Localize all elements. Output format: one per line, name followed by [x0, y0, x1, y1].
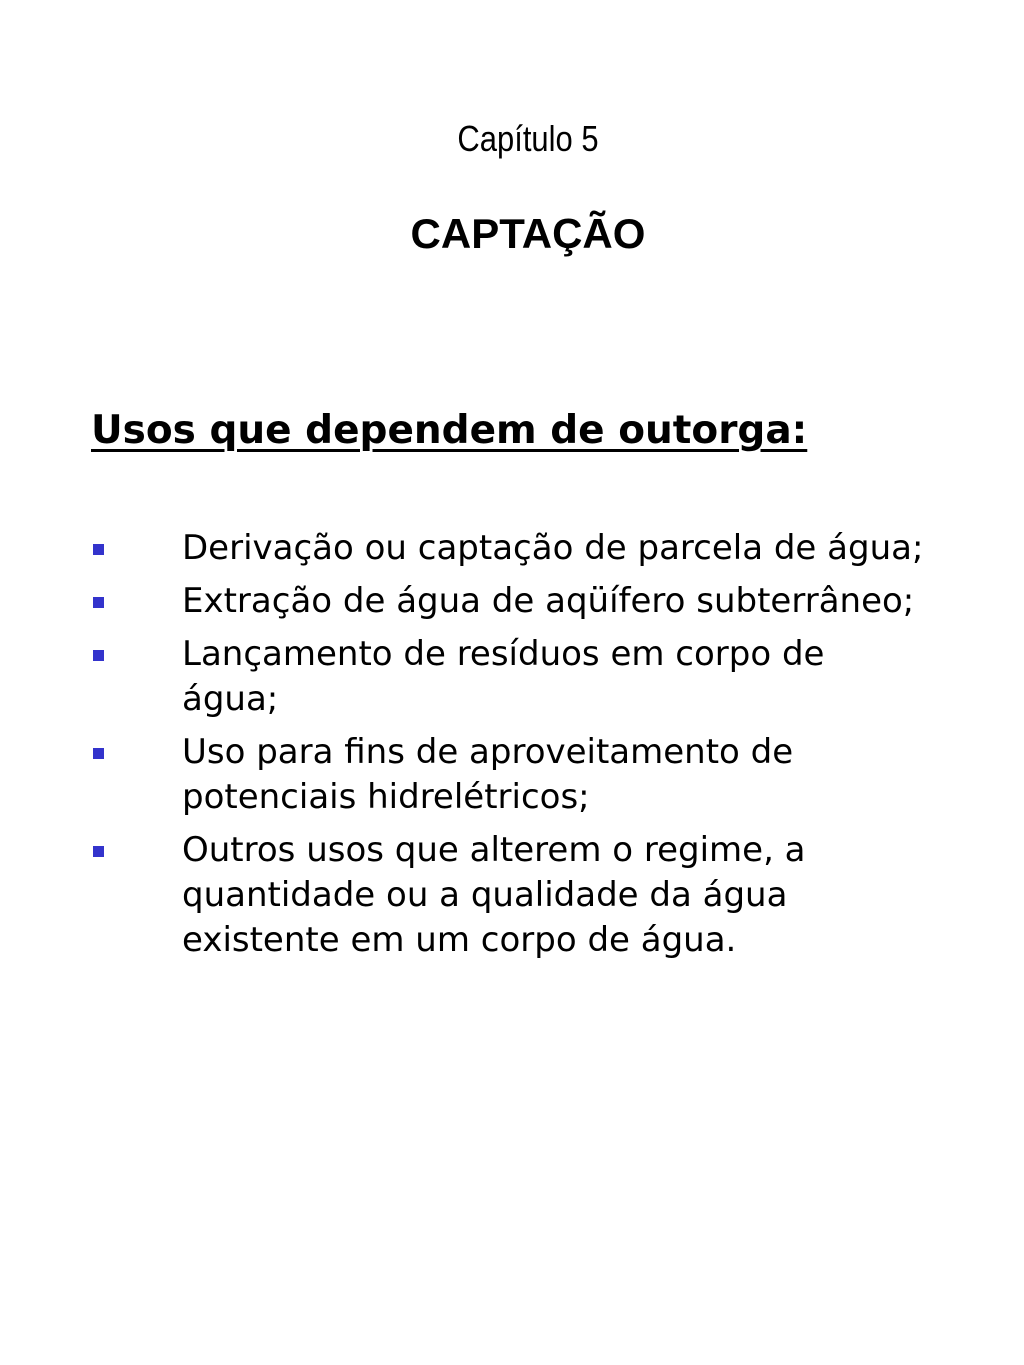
square-bullet-icon	[93, 597, 104, 608]
square-bullet-icon	[93, 544, 104, 555]
square-bullet-icon	[93, 650, 104, 661]
square-bullet-icon	[93, 846, 104, 857]
list-item-text: Extração de água de aqüífero subterrâneo;	[182, 581, 915, 621]
list-item-text: Lançamento de resíduos em corpo de água;	[182, 634, 825, 719]
list-item-text: Uso para fins de aproveitamento de potenciais hidrelétricos;	[182, 732, 794, 817]
list-item	[0, 632, 1024, 722]
page-title: CAPTAÇÃO	[410, 210, 646, 257]
section-heading: Usos que dependem de outorga:	[91, 408, 808, 453]
uses-list	[0, 526, 1024, 971]
square-bullet-icon	[93, 748, 104, 759]
chapter-label: Capítulo 5	[457, 118, 599, 159]
list-item	[0, 828, 1024, 963]
list-item	[0, 730, 1024, 820]
list-item	[0, 579, 1024, 624]
list-item	[0, 526, 1024, 571]
list-item-text: Outros usos que alterem o regime, a quantidade ou a qualidade da água existente em um corpo de água.	[182, 830, 806, 960]
list-item-text: Derivação ou captação de parcela de água;	[182, 528, 924, 568]
